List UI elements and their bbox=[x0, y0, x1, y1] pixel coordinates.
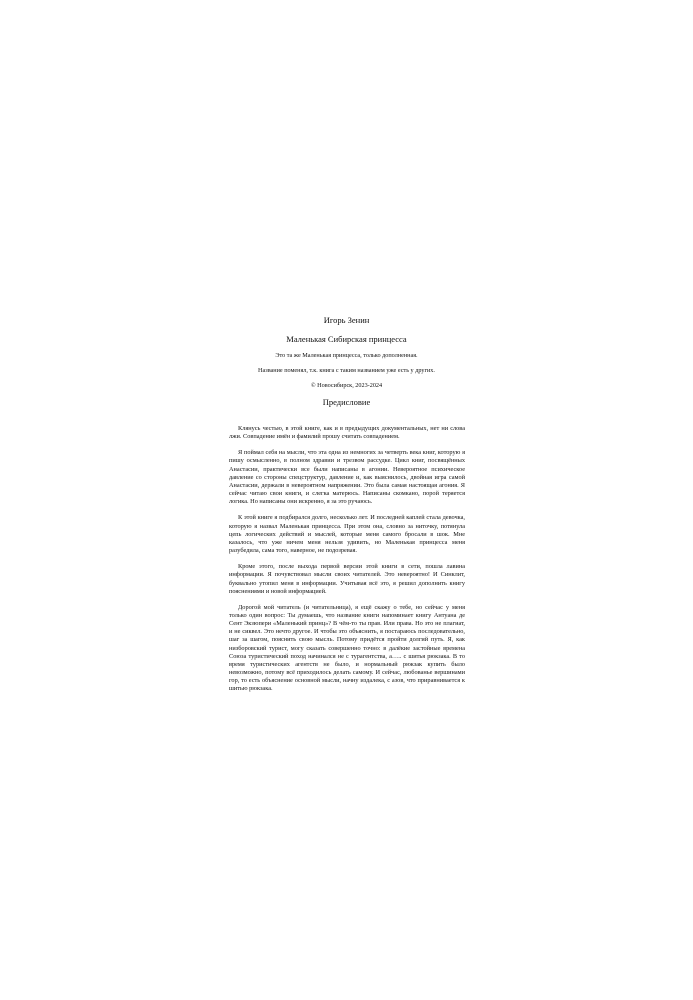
rename-note: Название поменял, т.к. книга с таким названием уже есть у других. bbox=[258, 367, 435, 374]
paragraph: Дорогой мой читатель (и читательница), я ещё скажу о тебе, но сейчас у меня только один вопрос: Ты думаешь, что название книги напоминает книгу Антуана де Сент Экзюпери «Маленький принц»? В чём-то ты прав. Или права. Но это не плагиат, и не сиквел. Это нечто другое. И чтобы это объяснить, я постараюсь последовательно, шаг за шагом, пояснить свою мысль. Потому придётся пройти долгий путь. Я, как низборовский турист, могу сказать совершенно точно: в далёкие застойные времена Союза туристический поход начинался не с турагентства, а….. с шитья рюкзака. В то время туристических агентств не было, и нормальный рюкзак купить было невозможно, потому всё приходилось делать самому. И сейчас, любованье вершинами гор, то есть объяснение основной мысли, начну издалека, с азов, что приравнивается к шитью рюкзака. bbox=[229, 603, 465, 693]
title-block bbox=[0, 315, 693, 397]
paragraph: Клянусь честью, в этой книге, как и в предыдущих документальных, нет ни слова лжи. Совпадение имён и фамилий прошу считать совпадением. bbox=[229, 425, 465, 441]
paragraph: Кроме этого, после выхода первой версии этой книги в сети, пошла лавина информации. Я почувствовал мысли своих читателей. Это невероятно! И Синклит, буквально утопил меня в информации. Учитывая всё это, я решил дополнить книгу пояснениями и новой информацией. bbox=[229, 563, 465, 595]
paragraph: К этой книге я подбирался долго, несколько лет. И последней каплей стала девочка, которую я назвал Маленькая принцесса. При этом она, словно за ниточку, потянула цепь логических действий и мыслей, которые меня самого бросали в шок. Мне казалось, что уже ничем меня нельзя удивить, но Маленькая принцесса меня разубедила, сама того, наверное, не подозревая. bbox=[229, 514, 465, 555]
body-text bbox=[229, 425, 465, 702]
subtitle-note: Это та же Маленькая принцесса, только дополненная. bbox=[275, 352, 418, 359]
copyright-line: © Новосибирск, 2023-2024 bbox=[310, 382, 383, 389]
author-name: Игорь Зенин bbox=[323, 315, 370, 325]
paragraph: Я поймал себя на мысли, что эта одна из немногих за четверть века книг, которую я пишу осмысленно, в полном здравии и трезвом рассудке. Цикл книг, посвящённых Анастасии, практически все были написаны в агонии. Невероятное психическое давление со стороны спецструктур, давление и, как выяснилось, двойная игра самой Анастасии, держали в невероятном напряжении. Это была самая настоящая агония. Я сейчас читаю свои книги, и слегка матерюсь. Написаны скомкано, порой теряется логика. Но написаны они искренно, я за это ручаюсь. bbox=[229, 449, 465, 506]
section-heading: Предисловие bbox=[322, 397, 371, 407]
book-title: Маленькая Сибирская принцесса bbox=[286, 334, 407, 344]
